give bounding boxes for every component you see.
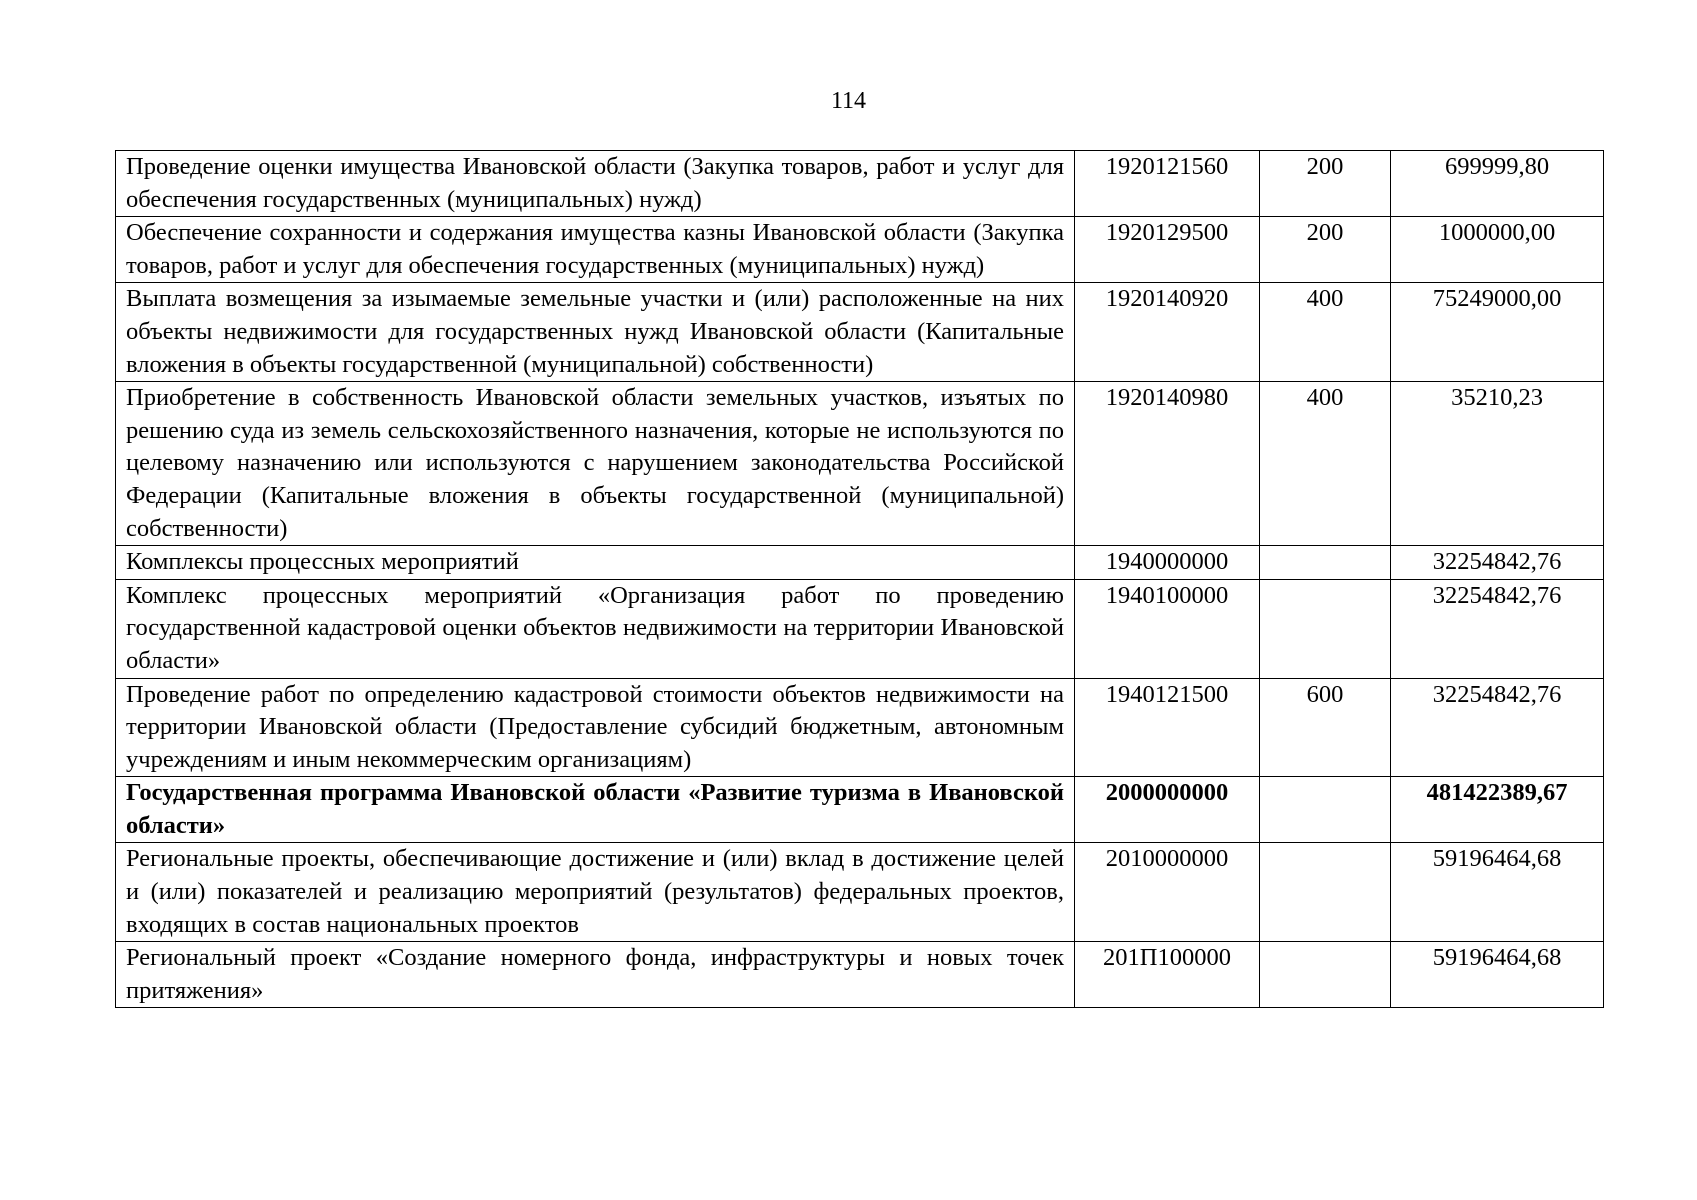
- row-code-cell: 201П100000: [1075, 942, 1260, 1008]
- budget-table-body: [116, 151, 1604, 1008]
- row-code-cell: 1940000000: [1075, 546, 1260, 580]
- row-name-cell: Выплата возмещения за изымаемые земельные участки и (или) расположенные на них объекты недвижимости для государственных нужд Ивановской области (Капитальные вложения в объекты государственной (муниципальной) собственности): [116, 283, 1075, 382]
- table-row: [116, 942, 1604, 1008]
- row-expense-type-cell: 200: [1260, 217, 1391, 283]
- row-expense-type-cell: 200: [1260, 151, 1391, 217]
- row-name-cell: Региональные проекты, обеспечивающие достижение и (или) вклад в достижение целей и (или) показателей и реализацию мероприятий (результатов) федеральных проектов, входящих в состав национальных проектов: [116, 843, 1075, 942]
- row-sum-cell: 699999,80: [1391, 151, 1604, 217]
- row-sum-cell: 59196464,68: [1391, 942, 1604, 1008]
- table-row: [116, 283, 1604, 382]
- row-expense-type-cell: 400: [1260, 283, 1391, 382]
- row-code-cell: 1920140980: [1075, 382, 1260, 546]
- row-sum-cell: 35210,23: [1391, 382, 1604, 546]
- row-expense-type-cell: [1260, 942, 1391, 1008]
- row-expense-type-cell: [1260, 777, 1391, 843]
- row-name-cell: Комплексы процессных мероприятий: [116, 546, 1075, 580]
- table-row: [116, 546, 1604, 580]
- table-row: [116, 579, 1604, 678]
- row-code-cell: 1920129500: [1075, 217, 1260, 283]
- row-code-cell: 1940121500: [1075, 678, 1260, 777]
- row-sum-cell: 75249000,00: [1391, 283, 1604, 382]
- row-code-cell: 1920140920: [1075, 283, 1260, 382]
- table-row: [116, 151, 1604, 217]
- row-code-cell: 1920121560: [1075, 151, 1260, 217]
- page-number: 114: [830, 88, 867, 114]
- row-expense-type-cell: [1260, 546, 1391, 580]
- row-name-cell: Проведение оценки имущества Ивановской области (Закупка товаров, работ и услуг для обеспечения государственных (муниципальных) нужд): [116, 151, 1075, 217]
- row-sum-cell: 1000000,00: [1391, 217, 1604, 283]
- row-sum-cell: 481422389,67: [1391, 777, 1604, 843]
- row-name-cell: Государственная программа Ивановской области «Развитие туризма в Ивановской области»: [116, 777, 1075, 843]
- row-sum-cell: 32254842,76: [1391, 579, 1604, 678]
- table-row: [116, 382, 1604, 546]
- table-row: [116, 777, 1604, 843]
- table-row: [116, 217, 1604, 283]
- row-code-cell: 1940100000: [1075, 579, 1260, 678]
- budget-table: [115, 150, 1604, 1008]
- row-name-cell: Приобретение в собственность Ивановской области земельных участков, изъятых по решению суда из земель сельскохозяйственного назначения, которые не используются по целевому назначению или используются с нарушением законодательства Российской Федерации (Капитальные вложения в объекты государственной (муниципальной) собственности): [116, 382, 1075, 546]
- table-row: [116, 678, 1604, 777]
- table-row: [116, 843, 1604, 942]
- row-sum-cell: 32254842,76: [1391, 678, 1604, 777]
- row-name-cell: Комплекс процессных мероприятий «Организация работ по проведению государственной кадастровой оценки объектов недвижимости на территории Ивановской области»: [116, 579, 1075, 678]
- row-expense-type-cell: [1260, 579, 1391, 678]
- row-code-cell: 2000000000: [1075, 777, 1260, 843]
- row-name-cell: Региональный проект «Создание номерного фонда, инфраструктуры и новых точек притяжения»: [116, 942, 1075, 1008]
- row-expense-type-cell: 600: [1260, 678, 1391, 777]
- row-expense-type-cell: 400: [1260, 382, 1391, 546]
- row-sum-cell: 59196464,68: [1391, 843, 1604, 942]
- row-name-cell: Обеспечение сохранности и содержания имущества казны Ивановской области (Закупка товаров, работ и услуг для обеспечения государственных (муниципальных) нужд): [116, 217, 1075, 283]
- row-expense-type-cell: [1260, 843, 1391, 942]
- row-code-cell: 2010000000: [1075, 843, 1260, 942]
- row-sum-cell: 32254842,76: [1391, 546, 1604, 580]
- row-name-cell: Проведение работ по определению кадастровой стоимости объектов недвижимости на территории Ивановской области (Предоставление субсидий бюджетным, автономным учреждениям и иным некоммерческим организациям): [116, 678, 1075, 777]
